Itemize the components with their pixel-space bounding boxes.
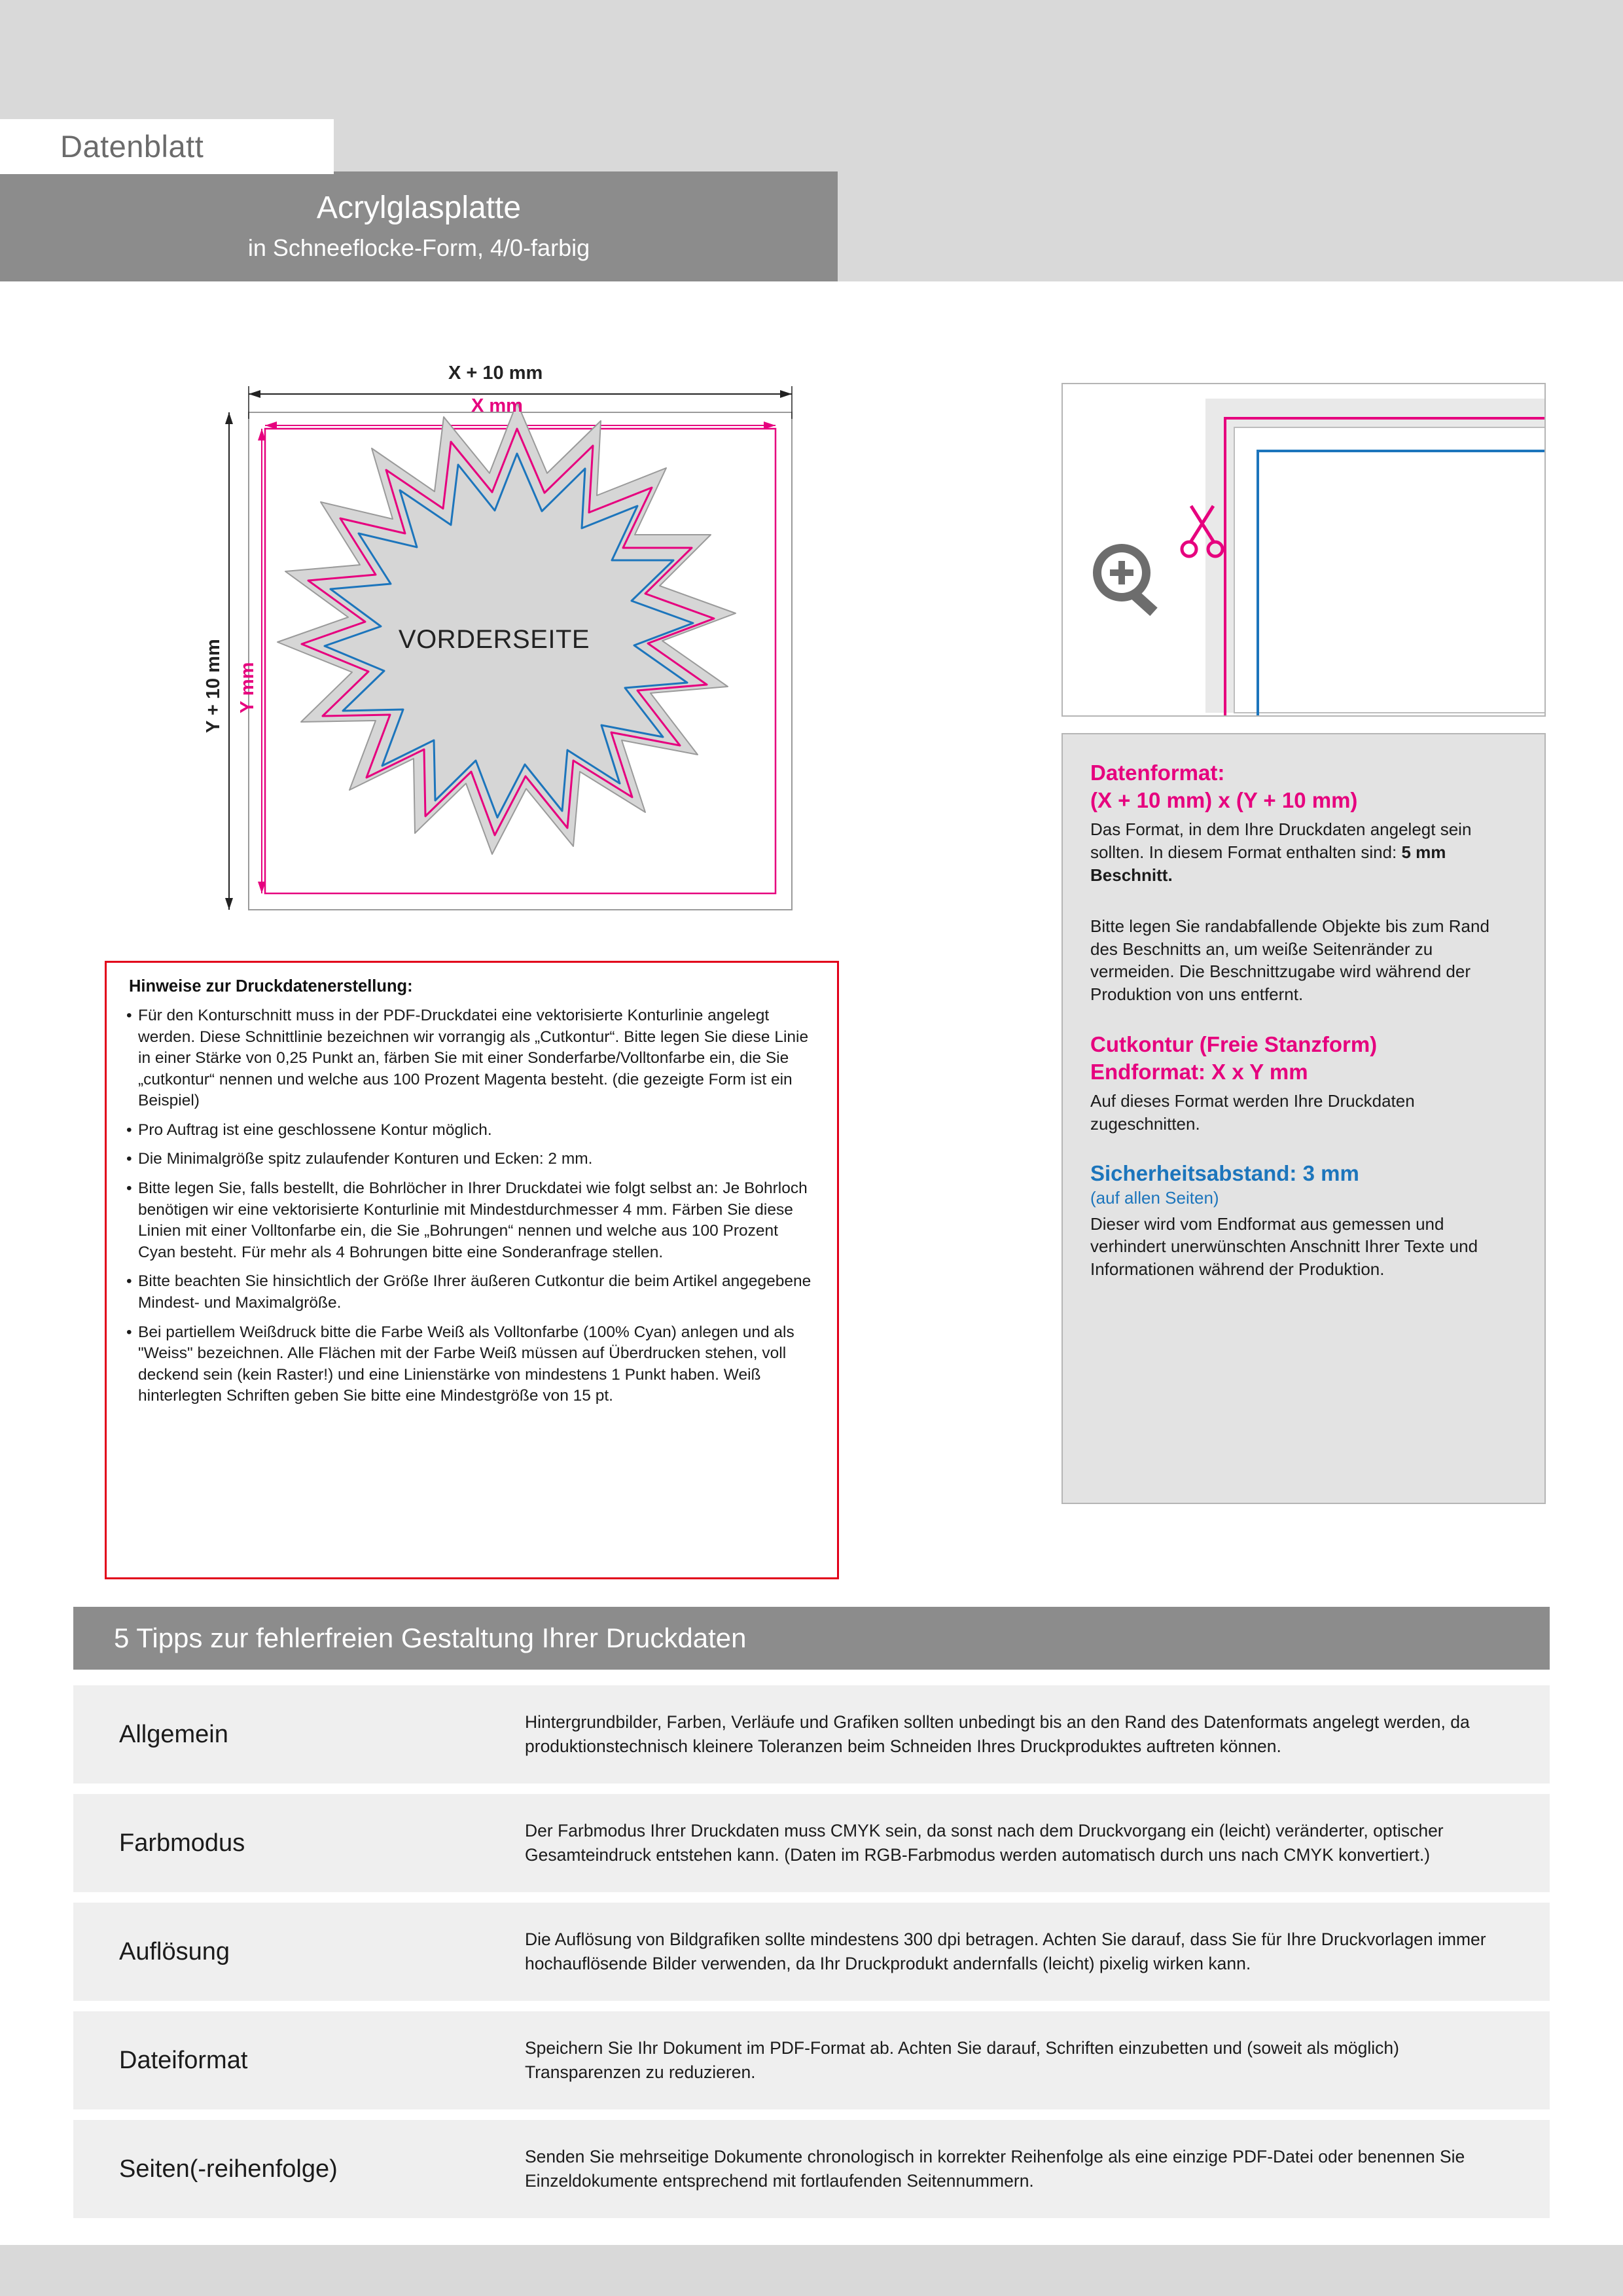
list-item: • Für den Konturschnitt muss in der PDF-Druckdatei eine vektorisierte Konturlinie angelegt werden. Diese Schnittlinie bezeichnen wir vorrangig als „Cutkontur“. Bitte legen Sie diese Linie in einer Stärke von 0,25 Punkt an, färben Sie mit einer Sonderfarbe/Volltonfarbe ein, die Sie „cutkontur“ nennen und welche aus 100 Prozent Magenta besteht. (die gezeigte Form ist ein Beispiel) <box>125 1005 819 1112</box>
corner-detail-svg <box>1063 384 1544 715</box>
sicherheitsabstand-description: Dieser wird vom Endformat aus gemessen und verhindert unerwünschten Anschnitt Ihrer Texte und Informationen während der Produktion. <box>1090 1213 1478 1280</box>
dim-y-plus-10: Y + 10 mm <box>203 639 224 733</box>
product-diagram <box>196 363 890 956</box>
sicherheitsabstand-subtitle: (auf allen Seiten) <box>1090 1188 1219 1208</box>
datenblatt-label: Datenblatt <box>60 129 204 164</box>
list-item: • Bitte beachten Sie hinsichtlich der Größe Ihrer äußeren Cutkontur die beim Artikel angegebene Mindest- und Maximalgröße. <box>125 1271 819 1314</box>
print-data-notes-box <box>105 961 839 1579</box>
tip-label: Dateiformat <box>119 2046 248 2074</box>
page-title: Acrylglasplatte <box>316 190 522 225</box>
page-subtitle: in Schneeflocke-Form, 4/0-farbig <box>247 234 590 261</box>
list-item: • Die Minimalgröße spitz zulaufender Konturen und Ecken: 2 mm. <box>125 1149 819 1170</box>
datenformat-formula: (X + 10 mm) x (Y + 10 mm) <box>1090 788 1358 813</box>
tip-label: Farbmodus <box>119 1829 245 1857</box>
tip-text: Hintergrundbilder, Farben, Verläufe und Grafiken sollten unbedingt bis an den Rand des Datenformats angelegt werden, da produktionstechnisch kleinere Toleranzen beim Schneiden Ihres Druckproduktes auftreten können. <box>525 1712 1470 1756</box>
table-row <box>73 1794 1550 1892</box>
tip-label: Seiten(-reihenfolge) <box>119 2155 338 2183</box>
list-item: • Bitte legen Sie, falls bestellt, die Bohrlöcher in Ihrer Druckdatei wie folgt selbst an: Je Bohrloch benötigen wir eine vektorisierte Konturlinie mit Mindestdurchmesser 4 mm. Färben Sie diese Linien mit einer Volltonfarbe ein, die Sie „Bohrungen“ nennen und welche aus 100 Prozent Cyan besteht. Für mehr als 4 Bohrungen bitte eine Sonderanfrage stellen. <box>125 1178 819 1263</box>
tip-text: Speichern Sie Ihr Dokument im PDF-Format ab. Achten Sie darauf, Schriften einzubetten und (soweit als möglich) Transparenzen zu reduzieren. <box>525 2038 1399 2082</box>
magnifier-icon <box>1093 544 1158 616</box>
header-title-bar <box>0 171 838 281</box>
notes-title: Hinweise zur Druckdatenerstellung: <box>129 977 413 996</box>
tips-table <box>73 1685 1550 2229</box>
tip-text: Der Farbmodus Ihrer Druckdaten muss CMYK sein, da sonst nach dem Druckvorgang ein (leicht) veränderter, optischer Gesamteindruck entstehen kann. (Daten im RGB-Farbmodus werden automatisch durch uns nach CMYK konvertiert.) <box>525 1821 1444 1865</box>
tip-text: Die Auflösung von Bildgrafiken sollte mindestens 300 dpi betragen. Achten Sie darauf, dass Sie für Ihre Druckvorlagen immer hochauflösende Bilder verwenden, da Ihr Druckprodukt andernfalls (leicht) pixelig wirken kann. <box>525 1929 1486 1973</box>
datenformat-description-text: Das Format, in dem Ihre Druckdaten angelegt sein sollten. In diesem Format enthalten sind: <box>1090 819 1472 863</box>
datenformat-description <box>1090 818 1517 886</box>
tips-header-title: 5 Tipps zur fehlerfreien Gestaltung Ihrer Druckdaten <box>114 1623 747 1653</box>
dim-x: X mm <box>471 395 523 416</box>
table-row <box>73 1685 1550 1784</box>
table-row <box>73 2011 1550 2109</box>
tip-label: Allgemein <box>119 1720 228 1748</box>
cutkontur-title: Cutkontur (Freie Stanzform) <box>1090 1031 1378 1056</box>
footer-band <box>0 2245 1623 2296</box>
format-info-panel <box>1061 733 1546 1504</box>
sicherheitsabstand-title: Sicherheitsabstand: 3 mm <box>1090 1161 1359 1186</box>
datenformat-bleed-value: 5 mm Beschnitt. <box>1090 842 1446 885</box>
dim-x-plus-10: X + 10 mm <box>448 363 543 384</box>
list-item: • Pro Auftrag ist eine geschlossene Kontur möglich. <box>125 1120 819 1141</box>
datenformat-title: Datenformat: <box>1090 761 1225 785</box>
shape-face-label: VORDERSEITE <box>398 625 590 654</box>
snowflake-diagram-svg <box>196 367 890 956</box>
tip-label: Auflösung <box>119 1937 230 1965</box>
cutkontur-description: Auf dieses Format werden Ihre Druckdaten zugeschnitten. <box>1090 1090 1415 1134</box>
tips-header-bar <box>73 1607 1550 1670</box>
list-item: • Bei partiellem Weißdruck bitte die Farbe Weiß als Volltonfarbe (100% Cyan) anlegen und als "Weiss" bezeichnen. Alle Flächen mit der Farbe Weiß müssen auf Überdrucken stehen, voll deckend sein (kein Raster!) und eine Linienstärke von mindestens 1 Punkt haben. Weiß hinterlegten Schriften geben Sie bitte eine Mindestgröße von 15 pt. <box>125 1322 819 1407</box>
cutkontur-endformat: Endformat: X x Y mm <box>1090 1059 1308 1084</box>
bleed-description: Bitte legen Sie randabfallende Objekte bis zum Rand des Beschnitts an, um weiße Seitenränder zu vermeiden. Die Beschnittzugabe wird während der Produktion von uns entfernt. <box>1090 916 1489 1004</box>
corner-zoom-panel <box>1061 383 1546 717</box>
table-row <box>73 2120 1550 2218</box>
notes-list <box>125 1005 819 1407</box>
dim-y: Y mm <box>237 662 258 713</box>
table-row <box>73 1903 1550 2001</box>
tip-text: Senden Sie mehrseitige Dokumente chronologisch in korrekter Reihenfolge als eine einzige PDF-Datei oder benennen Sie Einzeldokumente entsprechend mit fortlaufenden Seitennummern. <box>525 2147 1465 2191</box>
